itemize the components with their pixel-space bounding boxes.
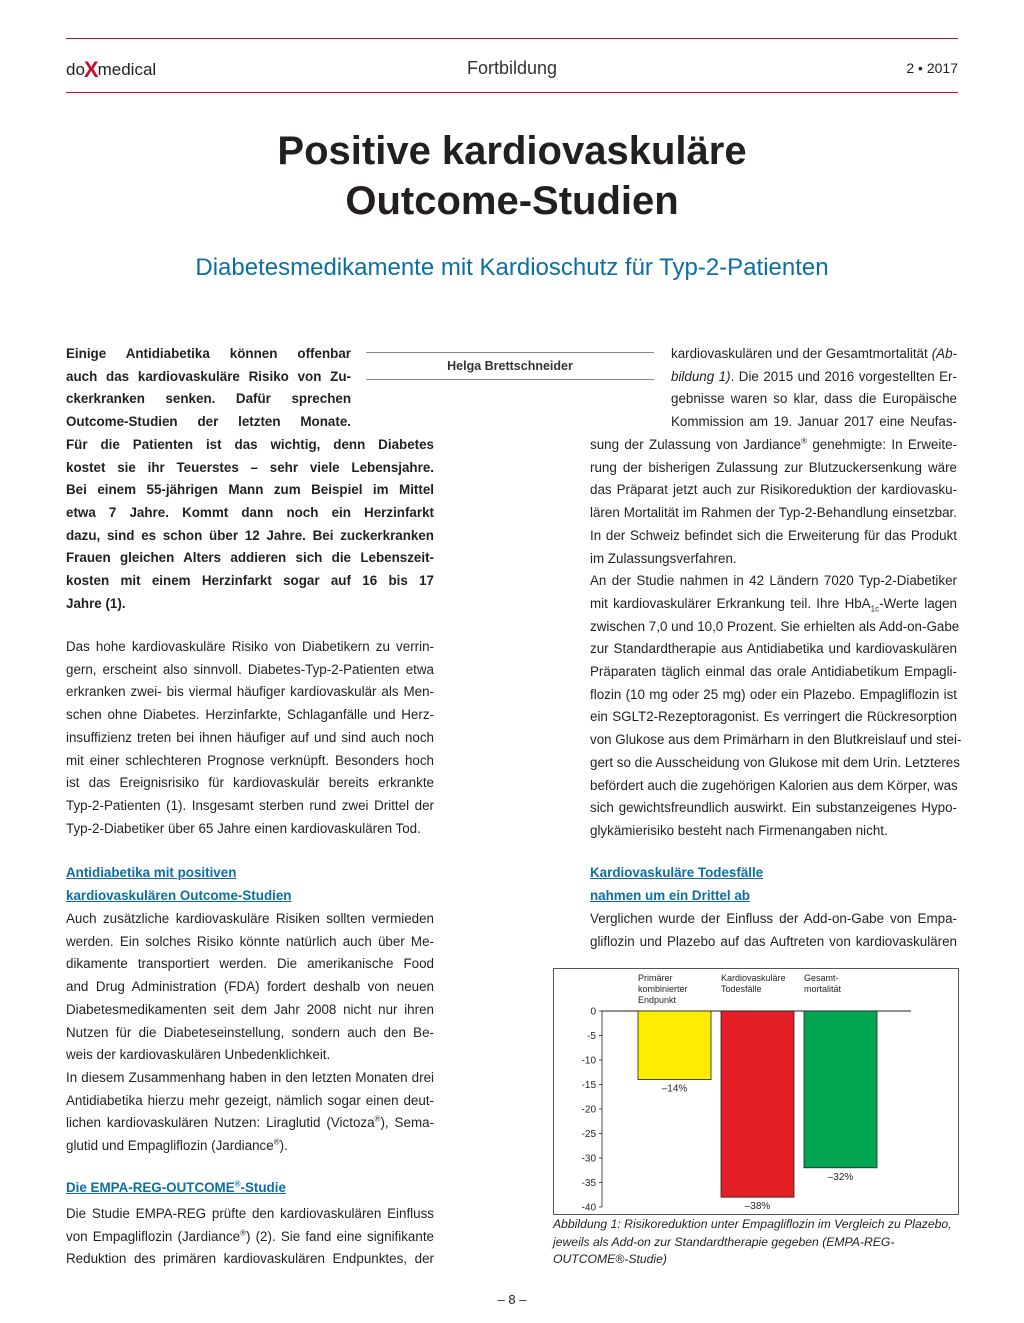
y-tick-label: -15 [581, 1080, 596, 1091]
y-tick-label: -30 [581, 1153, 596, 1165]
right-column-body: sung der Zulassung von Jardiance® genehmigte: In Erweite- rung der bisherigen Zulassung zur Blutzuckersenkung wäre das Präparat jetzt auch zur Risikoreduktion der kardiovasku- lären Mortalität im Rahmen der Typ-2-Behandlung einsetzbar. In der Schweiz befindet sich die Erweiterung für das Produkt im Zulassungsverfahren. An der Studie nahmen in 42 Ländern 7020 Typ-2-Diabetiker mit kardiovaskulärer Erkrankung teil. Ihre HbA$_{1c}$-Werte lagen zwischen 7,0 und 10,0 Prozent. Sie erhielten als Add-on-Gabe zur Standardtherapie aus Antidiabetika und kardiovaskulären Präparaten täglich einmal das orale Antidiabetikum Empagli- flozin (10 mg oder 25 mg) oder ein Plazebo. Empagliflozin ist ein SGLT2-Rezeptoragonist. Es verringert die Rückresorption von Glukose aus dem Primärharn in den Blutkreislauf und stei- gert so die Ausscheidung von Glukose mit dem Urin. Letzteres befördert auch die zugehörigen Kalorien aus dem Körper, was sich gewichtsfreundlich auswirkt. Ein substanzeigenes Hypo- glykämierisiko besteht nach Firmenangaben nicht. [590, 436, 962, 838]
lead-paragraph: Einige Antidiabetika können offenbar auch das kardiovaskuläre Risiko von Zu- ckerkranken senken. Dafür sprechen Outcome-Studien der letzten Monate. Für die Patienten ist das wichtig, denn Diabetes kostet sie ihr Teuerstes – sehr viele Lebensjahre. Bei einem 55-jährigen Mann zum Beispiel im Mittel etwa 7 Jahre. Kommt dann noch ein Herzinfarkt dazu, sind es schon über 12 Jahre. Bei zuckerkranken Frauen gleichen Alters addieren sich die Lebenszeit- kosten mit einem Herzinfarkt sogar auf 16 bis 17 Jahre (1). [66, 346, 434, 611]
category-label: kombinierter [638, 984, 688, 994]
bar-0 [638, 1011, 711, 1080]
right-column-top: kardiovaskulären und der Gesamtmortalität (Ab- bildung 1). Die 2015 und 2016 vorgestellten Er- gebnisse waren so klar, dass die Europäische Kommission am 19. Januar 2017 eine Neufas- [671, 346, 957, 430]
left-paragraph-2: Auch zusätzliche kardiovaskuläre Risiken sollten vermieden werden. Ein solches Risiko könnte natürlich auch über Me- dikamente transportiert werden. Die amerikanische Food and Drug Administration (FDA) fordert deshalb von neuen Diabetesmedikamenten seit dem Jahr 2008 nicht nur ihren Nutzen für die Diabeteseinstellung, sondern auch den Be- weis der kardiovaskulären Unbedenklichkeit. In diesem Zusammenhang haben in den letzten Monaten drei Antidiabetika hierzu mehr gezeigt, nämlich sogar einen deut- lichen kardiovaskulären Nutzen: Liraglutid (Victoza®), Sema- glutid und Empagliflozin (Jardiance®). [66, 911, 434, 1154]
left-heading-2: Die EMPA-REG-OUTCOME®-Studie [66, 1179, 286, 1195]
left-heading-1: Antidiabetika mit positiven kardiovaskulären Outcome-Studien [66, 865, 292, 903]
y-tick-label: -5 [587, 1031, 596, 1042]
header-top-rule [66, 38, 958, 39]
category-label: Gesamt- [804, 973, 839, 983]
bar-value-label: –14% [661, 1083, 688, 1095]
bar-value-label: –38% [744, 1201, 771, 1213]
article-subtitle: Diabetesmedikamente mit Kardioschutz für Typ-2-Patienten [195, 254, 829, 281]
y-tick-label: -25 [581, 1129, 596, 1140]
left-paragraph-3: Die Studie EMPA-REG prüfte den kardiovaskulären Einfluss von Empagliflozin (Jardiance®) (2). Sie fand eine signifikante Reduktion des primären kardiovaskulären Endpunktes, der [66, 1206, 434, 1267]
doxmedical-logo: doXmedical [66, 57, 157, 82]
figure-caption: Abbildung 1: Risikoreduktion unter Empagliflozin im Vergleich zu Plazebo, jeweils als Add-on zur Standardtherapie gegeben (EMPA-REG-OUTCOME®-Studie) [553, 1217, 952, 1266]
bar-1 [721, 1011, 794, 1197]
left-column: Das hohe kardiovaskuläre Risiko von Diabetikern zu verrin- gern, erscheint also sinnvoll. Diabetes-Typ-2-Patienten etwa erkranken zwei- bis viermal häufiger kardiovaskulär als Men- schen ohne Diabetes. Herzinfarkte, Schlaganfälle und Herz- insuffizienz treten bei ihnen häufiger auf und sind auch noch mit einer schlechteren Prognose verknüpft. Besonders hoch ist das Ereignisrisiko für kardiovaskulär bereits erkrankte Typ-2-Patienten (1). Insgesamt sterben rund zwei Drittel der Typ-2-Diabetiker über 65 Jahre einen kardiovaskulären Tod. [66, 639, 434, 836]
header-bottom-rule [66, 92, 958, 93]
bar-value-label: –32% [827, 1171, 854, 1183]
issue-number: 2 • 2017 [906, 60, 958, 76]
y-tick-label: 0 [590, 1006, 596, 1018]
figure-1-chart [553, 968, 959, 1215]
bar-chart [554, 969, 958, 1214]
category-label: Primärer [638, 973, 673, 983]
category-label: mortalität [804, 984, 842, 994]
y-tick-label: -40 [581, 1202, 596, 1214]
category-label: Kardiovaskuläre [721, 973, 786, 983]
category-label: Endpunkt [638, 995, 677, 1005]
section-label: Fortbildung [466, 58, 558, 78]
page-number: – 8 – [497, 1292, 527, 1307]
category-label: Todesfälle [721, 984, 762, 994]
right-paragraph-3: Verglichen wurde der Einfluss der Add-on-Gabe von Empa- gliflozin und Plazebo auf das Auftreten von kardiovaskulären [590, 911, 957, 949]
y-tick-label: -10 [581, 1055, 596, 1067]
author-name: Helga Brettschneider [366, 352, 654, 380]
article-title: Positive kardiovaskuläre Outcome-Studien [277, 129, 747, 223]
bar-2 [804, 1011, 877, 1168]
right-heading-1: Kardiovaskuläre Todesfälle nahmen um ein Drittel ab [590, 865, 764, 903]
y-tick-label: -35 [581, 1178, 596, 1189]
y-tick-label: -20 [581, 1104, 596, 1116]
